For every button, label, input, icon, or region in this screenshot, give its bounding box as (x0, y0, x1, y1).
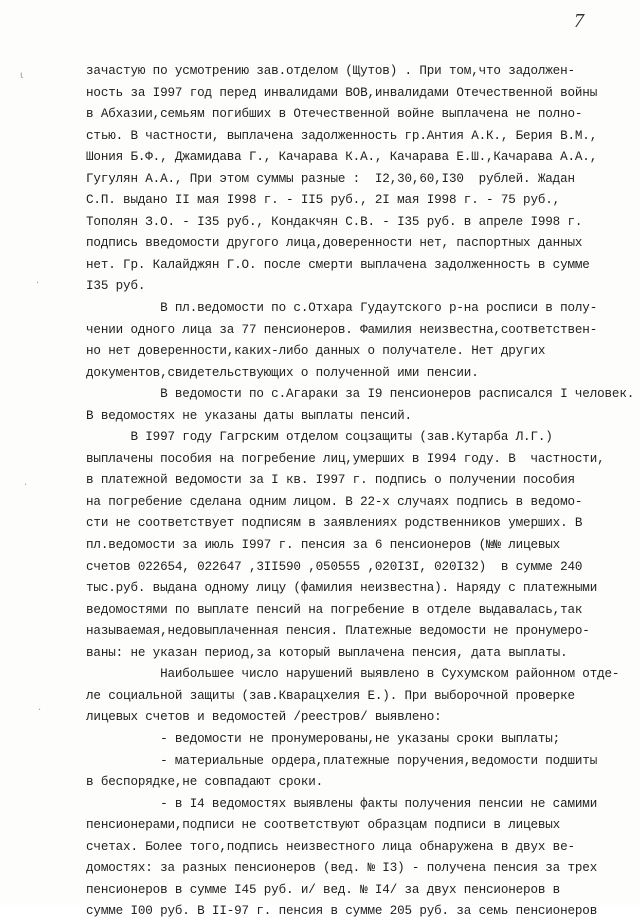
text-line: домостях: за разных пенсионеров (вед. № I3) - получена пенсия за трех (86, 861, 598, 876)
text-line: нет. Гр. Калайджян Г.О. после смерти выплачена задолженность в сумме (86, 257, 590, 272)
text-line: ле социальной защиты (зав.Кварацхелия Е.). При выборочной проверке (86, 688, 575, 703)
text-line: зачастую по усмотрению зав.отделом (Щутов) . При том,что задолжен- (86, 64, 575, 78)
text-line: чении одного лица за 77 пенсионеров. Фамилия неизвестна,соответствен- (86, 322, 598, 337)
text-line: ваны: не указан период,за который выплачена пенсия, дата выплаты. (86, 645, 568, 660)
text-line: сумме I00 руб. В II-97 г. пенсия в сумме 205 руб. за семь пенсионеров (86, 904, 598, 919)
text-line: называемая,недовыплаченная пенсия. Платежные ведомости не пронумеро- (86, 624, 590, 639)
margin-mark: · (36, 278, 40, 289)
margin-mark: · (24, 480, 28, 491)
text-line: Гугулян А.А., При этом суммы разные : I2,30,60,I30 рублей. Жадан (86, 171, 575, 186)
margin-mark: ι (20, 70, 24, 81)
text-line: счетов 022654, 022647 ,3II590 ,050555 ,020I3I, 020I32) в сумме 240 (86, 559, 583, 574)
text-line: тыс.руб. выдана одному лицу (фамилия неизвестна). Наряду с платежными (86, 581, 598, 596)
text-line: в Абхазии,семьям погибших в Отечественной войне выплачена не полно- (86, 107, 583, 122)
text-line: пл.ведомости за июль I997 г. пенсия за 6 пенсионеров (№№ лицевых (86, 538, 561, 553)
text-line: Тополян З.О. - I35 руб., Кондакчян С.В. - I35 руб. в апреле I998 г. (86, 214, 583, 229)
text-line: - материальные ордера,платежные поручения,ведомости подшиты (86, 753, 598, 768)
text-line: В пл.ведомости по с.Отхара Гудаутского р-на росписи в полу- (86, 301, 598, 316)
document-body (86, 61, 634, 923)
text-line: но нет доверенности,каких-либо данных о получателе. Нет других (86, 344, 546, 359)
margin-mark: · (38, 705, 42, 716)
text-line: С.П. выдано II мая I998 г. - II5 руб., 2I мая I998 г. - 75 руб., (86, 193, 561, 208)
text-line: ведомостями по выплате пенсий на погребение в отделе выдавалась,так (86, 602, 583, 617)
text-line: - ведомости не пронумерованы,не указаны сроки выплаты; (86, 731, 561, 746)
text-line: лицевых счетов и ведомостей /реестров/ выявлено: (86, 710, 442, 725)
text-line: подпись введомости другого лица,доверенности нет, паспортных данных (86, 236, 583, 251)
text-line: пенсионеров в сумме I45 руб. и/ вед. № I4/ за двух пенсионеров в (86, 882, 561, 897)
text-line: документов,свидетельствующих о полученной ими пенсии. (86, 365, 479, 380)
text-line: I35 руб. (86, 279, 146, 294)
text-line: В ведомостях не указаны даты выплаты пенсий. (86, 408, 412, 423)
text-line: В ведомости по с.Агараки за I9 пенсионеров расписался I человек. (86, 387, 634, 402)
text-line: в платежной ведомости за I кв. I997 г. подпись о получении пособия (86, 473, 575, 488)
text-line: выплачены пособия на погребение лиц,умерших в I994 году. В частности, (86, 451, 605, 466)
text-line: пенсионерами,подписи не соответствуют образцам подписи в лицевых (86, 818, 561, 833)
text-line: счетах. Более того,подпись неизвестного лица обнаружена в двух ве- (86, 839, 575, 854)
page-number: 7 (574, 10, 584, 32)
text-line: ность за I997 год перед инвалидами ВОВ,инвалидами Отечественной войны (86, 85, 598, 100)
text-line: сти не соответствует подписям в заявлениях родственников умерших. В (86, 516, 583, 531)
text-line: в беспорядке,не совпадают сроки. (86, 775, 324, 790)
text-line: Наибольшее число нарушений выявлено в Сухумском районном отде- (86, 667, 620, 682)
text-line: стью. В частности, выплачена задолженность гр.Антия А.К., Берия В.М., (86, 128, 598, 143)
text-line: В I997 году Гагрским отделом соцзащиты (зав.Кутарба Л.Г.) (86, 430, 553, 445)
text-line: - в I4 ведомостях выявлены факты получения пенсии не самими (86, 796, 598, 811)
text-line: Шония Б.Ф., Джамидава Г., Качарава К.А., Качарава Е.Ш.,Качарава А.А., (86, 150, 598, 165)
text-line: на погребение сделана одним лицом. В 22-х случаях подпись в ведомо- (86, 494, 583, 509)
